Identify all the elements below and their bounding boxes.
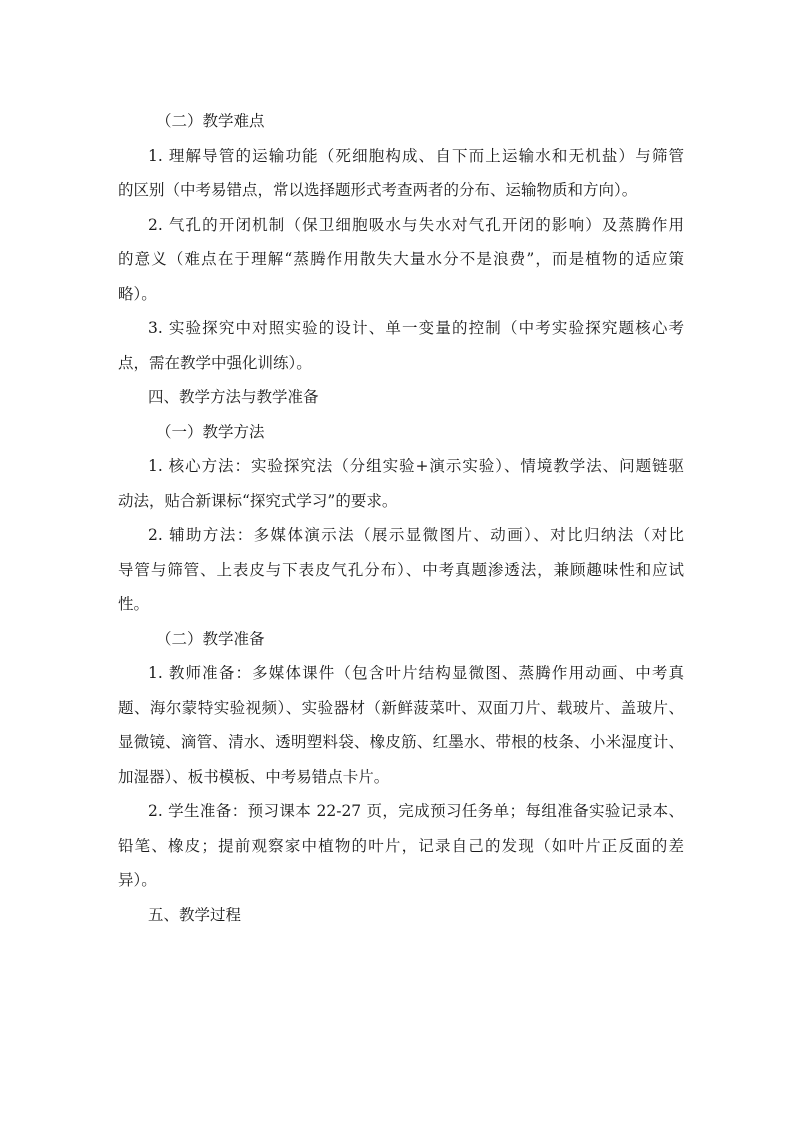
paragraph-line: 导管与筛管、上表皮与下表皮气孔分布）、中考真题渗透法，兼顾趣味性和应试 [118,560,684,579]
paragraph-line: 略）。 [118,284,157,303]
paragraph-line: 3. 实验探究中对照实验的设计、单一变量的控制（中考实验探究题核心考 [148,319,684,337]
section-heading-methods-and-preparation: 四、教学方法与教学准备 [148,388,319,406]
paragraph-line: 的意义（难点在于理解“蒸腾作用散失大量水分不是浪费”，而是植物的适应策 [118,250,684,268]
section-heading-teaching-preparation: （二）教学准备 [156,629,265,648]
paragraph-line: 1. 理解导管的运输功能（死细胞构成、自下而上运输水和无机盐）与筛管 [148,146,684,165]
paragraph-line: 异）。 [118,871,157,889]
section-heading-teaching-methods: （一）教学方法 [156,422,265,441]
paragraph-line: 性。 [118,595,150,613]
method-item-2 [118,518,684,622]
document-body [118,104,684,932]
paragraph-line: 加湿器）、板书模板、中考易错点卡片。 [118,767,390,786]
paragraph-line: 2. 辅助方法：多媒体演示法（展示显微图片、动画）、对比归纳法（对比 [148,526,684,544]
paragraph-line: 的区别（中考易错点，常以选择题形式考查两者的分布、运输物质和方向）。 [118,181,638,199]
section-heading-teaching-process: 五、教学过程 [148,905,242,924]
preparation-item-1 [118,656,684,794]
method-item-1 [118,449,684,518]
paragraph-line: 2. 气孔的开闭机制（保卫细胞吸水与失水对气孔开闭的影响）及蒸腾作用 [148,215,684,234]
section-heading-teaching-difficulties: （二）教学难点 [156,112,265,130]
paragraph-line: 动法，贴合新课标“探究式学习”的要求。 [118,491,398,510]
preparation-item-2 [118,794,684,898]
paragraph-line: 点，需在教学中强化训练）。 [118,353,312,372]
paragraph-line: 铅笔、橡皮；提前观察家中植物的叶片，记录自己的发现（如叶片正反面的差 [118,836,684,855]
difficulty-item-2 [118,208,684,312]
paragraph-line: 2. 学生准备：预习课本 22-27 页，完成预习任务单；每组准备实验记录本、 [148,802,684,820]
paragraph-line: 题、海尔蒙特实验视频）、实验器材（新鲜菠菜叶、双面刀片、载玻片、盖玻片、 [118,698,684,717]
paragraph-line: 1. 核心方法：实验探究法（分组实验+演示实验）、情境教学法、问题链驱 [148,457,684,475]
paragraph-line: 1. 教师准备：多媒体课件（包含叶片结构显微图、蒸腾作用动画、中考真 [148,664,684,682]
difficulty-item-3 [118,311,684,380]
paragraph-line: 显微镜、滴管、清水、透明塑料袋、橡皮筋、红墨水、带根的枝条、小米湿度计、 [118,733,684,751]
difficulty-item-1 [118,139,684,208]
